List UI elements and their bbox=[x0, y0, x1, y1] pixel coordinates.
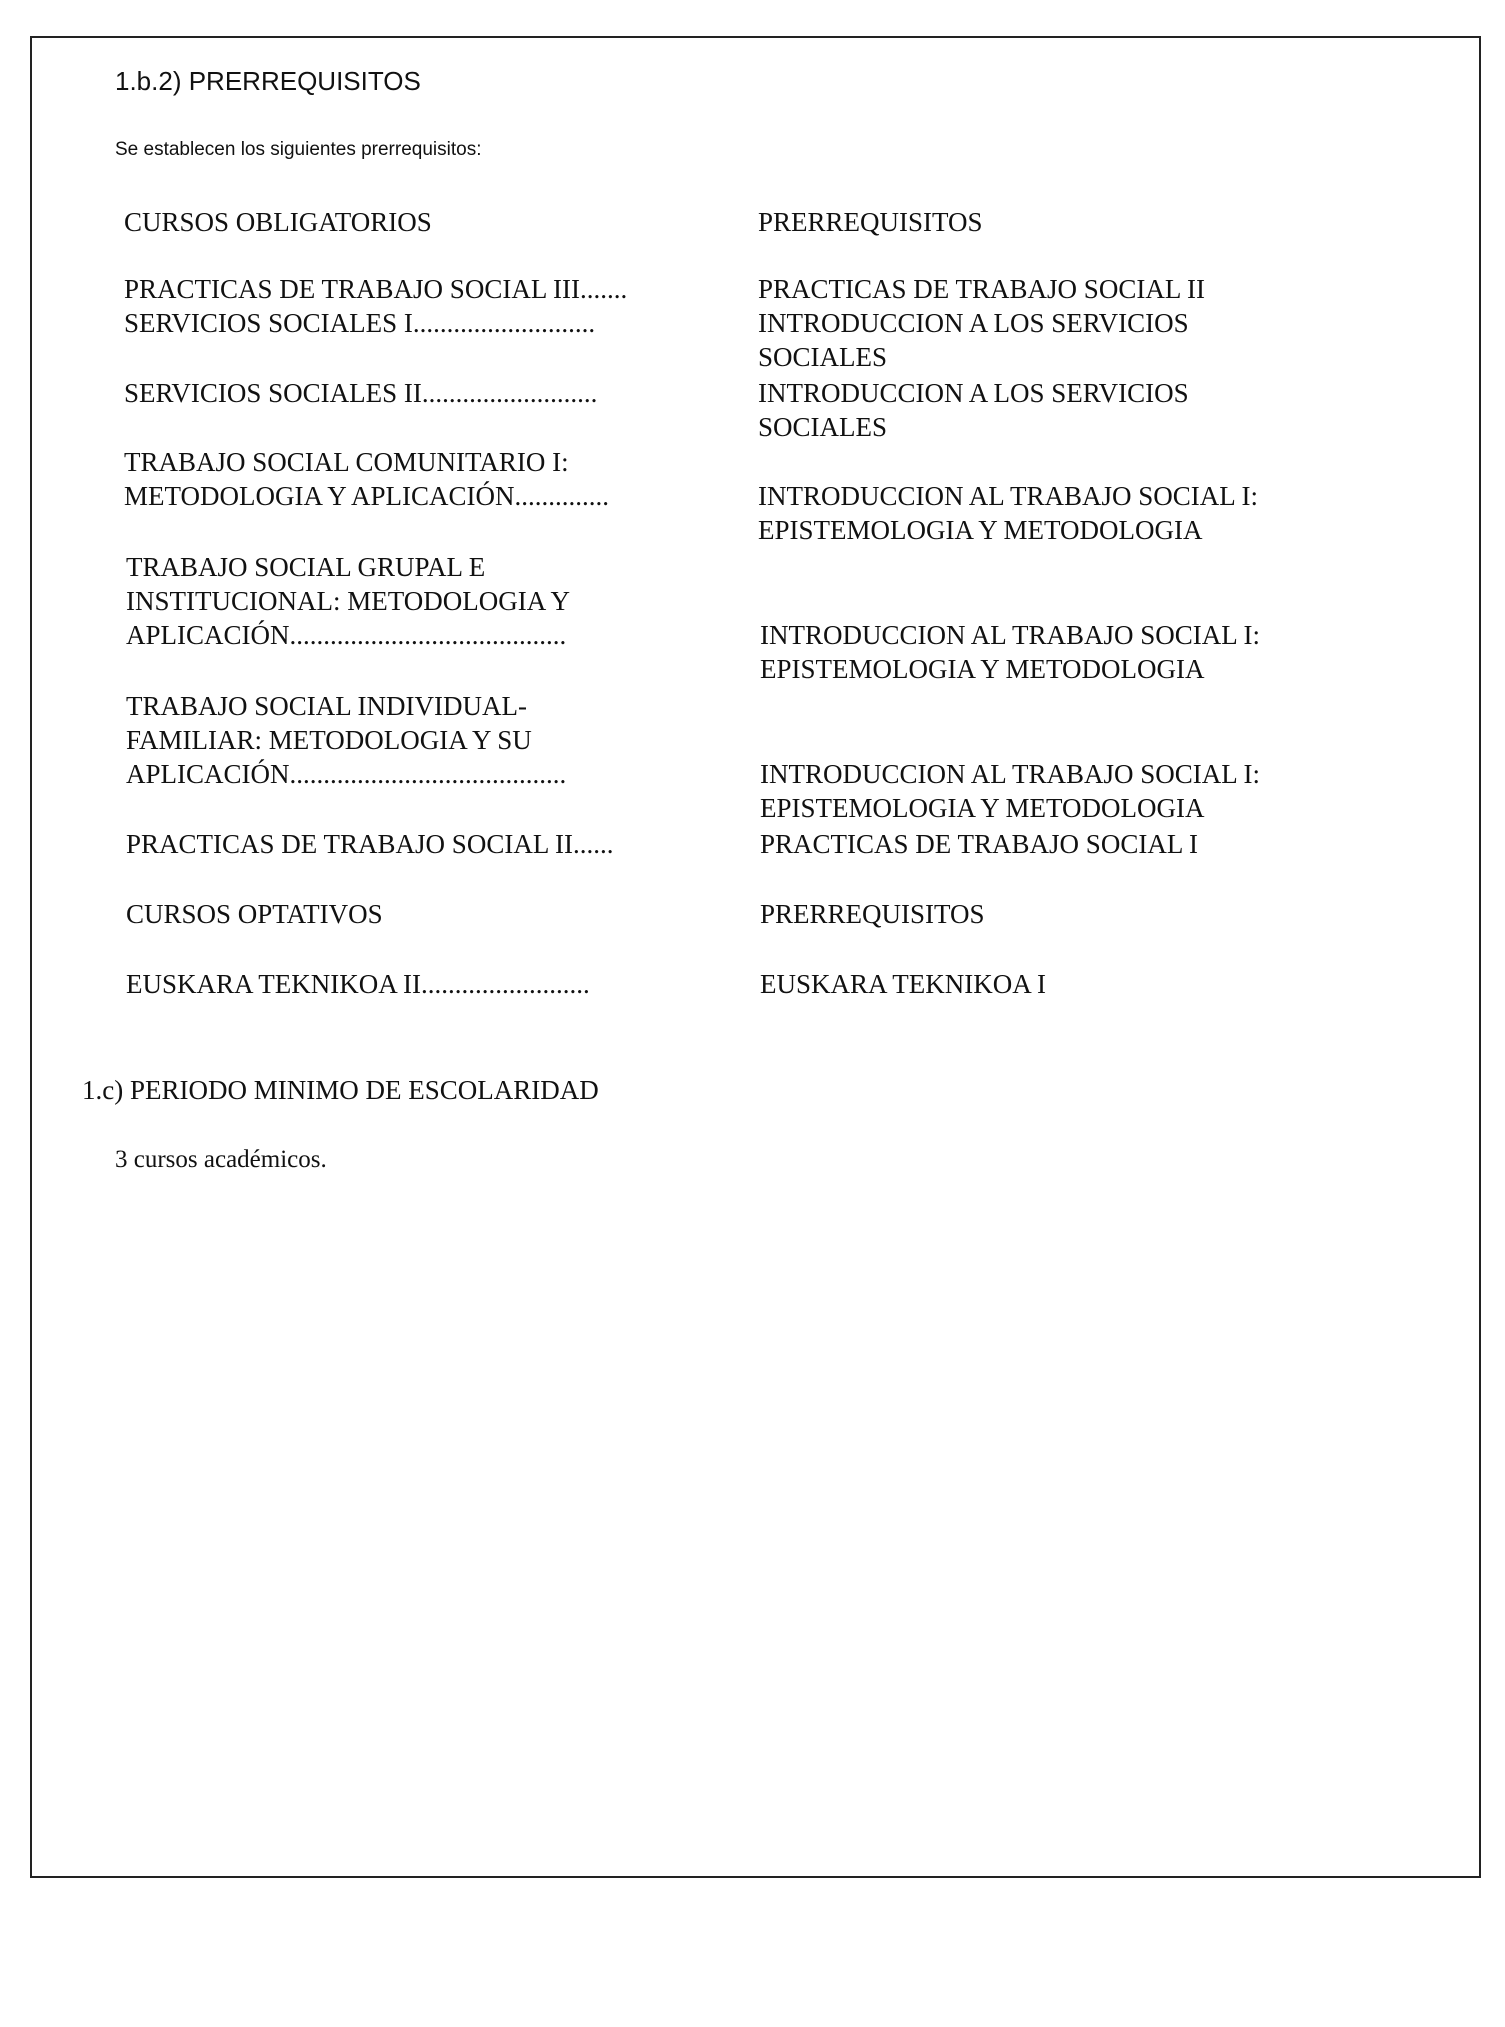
column-header-courses: CURSOS OBLIGATORIOS bbox=[124, 207, 432, 237]
course-row-7: PRACTICAS DE TRABAJO SOCIAL II...... bbox=[126, 829, 614, 859]
section-heading-2: 1.c) PERIODO MINIMO DE ESCOLARIDAD bbox=[82, 1075, 599, 1105]
column-header-prerequisites: PRERREQUISITOS bbox=[758, 207, 983, 237]
prerequisite-row-5: INTRODUCCION AL TRABAJO SOCIAL I: EPISTEMOLOGIA Y METODOLOGIA bbox=[760, 620, 1261, 684]
column-header-optional-courses: CURSOS OPTATIVOS bbox=[126, 899, 383, 929]
column-header-optional-prerequisites: PRERREQUISITOS bbox=[760, 899, 985, 929]
optional-prerequisite-row-1: EUSKARA TEKNIKOA I bbox=[760, 969, 1047, 999]
prerequisite-row-3: INTRODUCCION A LOS SERVICIOS SOCIALES bbox=[758, 378, 1189, 442]
course-row-2: SERVICIOS SOCIALES I........................... bbox=[124, 308, 596, 338]
prerequisite-row-6: INTRODUCCION AL TRABAJO SOCIAL I: EPISTEMOLOGIA Y METODOLOGIA bbox=[760, 759, 1261, 823]
optional-course-row-1: EUSKARA TEKNIKOA II......................... bbox=[126, 969, 590, 999]
section-2-text: 3 cursos académicos. bbox=[115, 1146, 327, 1173]
course-row-4: TRABAJO SOCIAL COMUNITARIO I: METODOLOGIA Y APLICACIÓN.............. bbox=[124, 447, 609, 511]
prerequisite-row-1: PRACTICAS DE TRABAJO SOCIAL II bbox=[758, 274, 1206, 304]
section-heading: 1.b.2) PRERREQUISITOS bbox=[115, 66, 421, 96]
course-row-6: TRABAJO SOCIAL INDIVIDUAL- FAMILIAR: METODOLOGIA Y SU APLICACIÓN......................................... bbox=[126, 691, 567, 789]
course-row-1: PRACTICAS DE TRABAJO SOCIAL III....... bbox=[124, 274, 628, 304]
course-row-3: SERVICIOS SOCIALES II.......................... bbox=[124, 378, 598, 408]
prerequisite-row-7: PRACTICAS DE TRABAJO SOCIAL I bbox=[760, 829, 1199, 859]
course-row-5: TRABAJO SOCIAL GRUPAL E INSTITUCIONAL: METODOLOGIA Y APLICACIÓN......................................... bbox=[126, 552, 570, 650]
prerequisite-row-2: INTRODUCCION A LOS SERVICIOS SOCIALES bbox=[758, 308, 1189, 372]
prerequisite-row-4: INTRODUCCION AL TRABAJO SOCIAL I: EPISTEMOLOGIA Y METODOLOGIA bbox=[758, 481, 1259, 545]
intro-text: Se establecen los siguientes prerrequisitos: bbox=[115, 139, 482, 160]
